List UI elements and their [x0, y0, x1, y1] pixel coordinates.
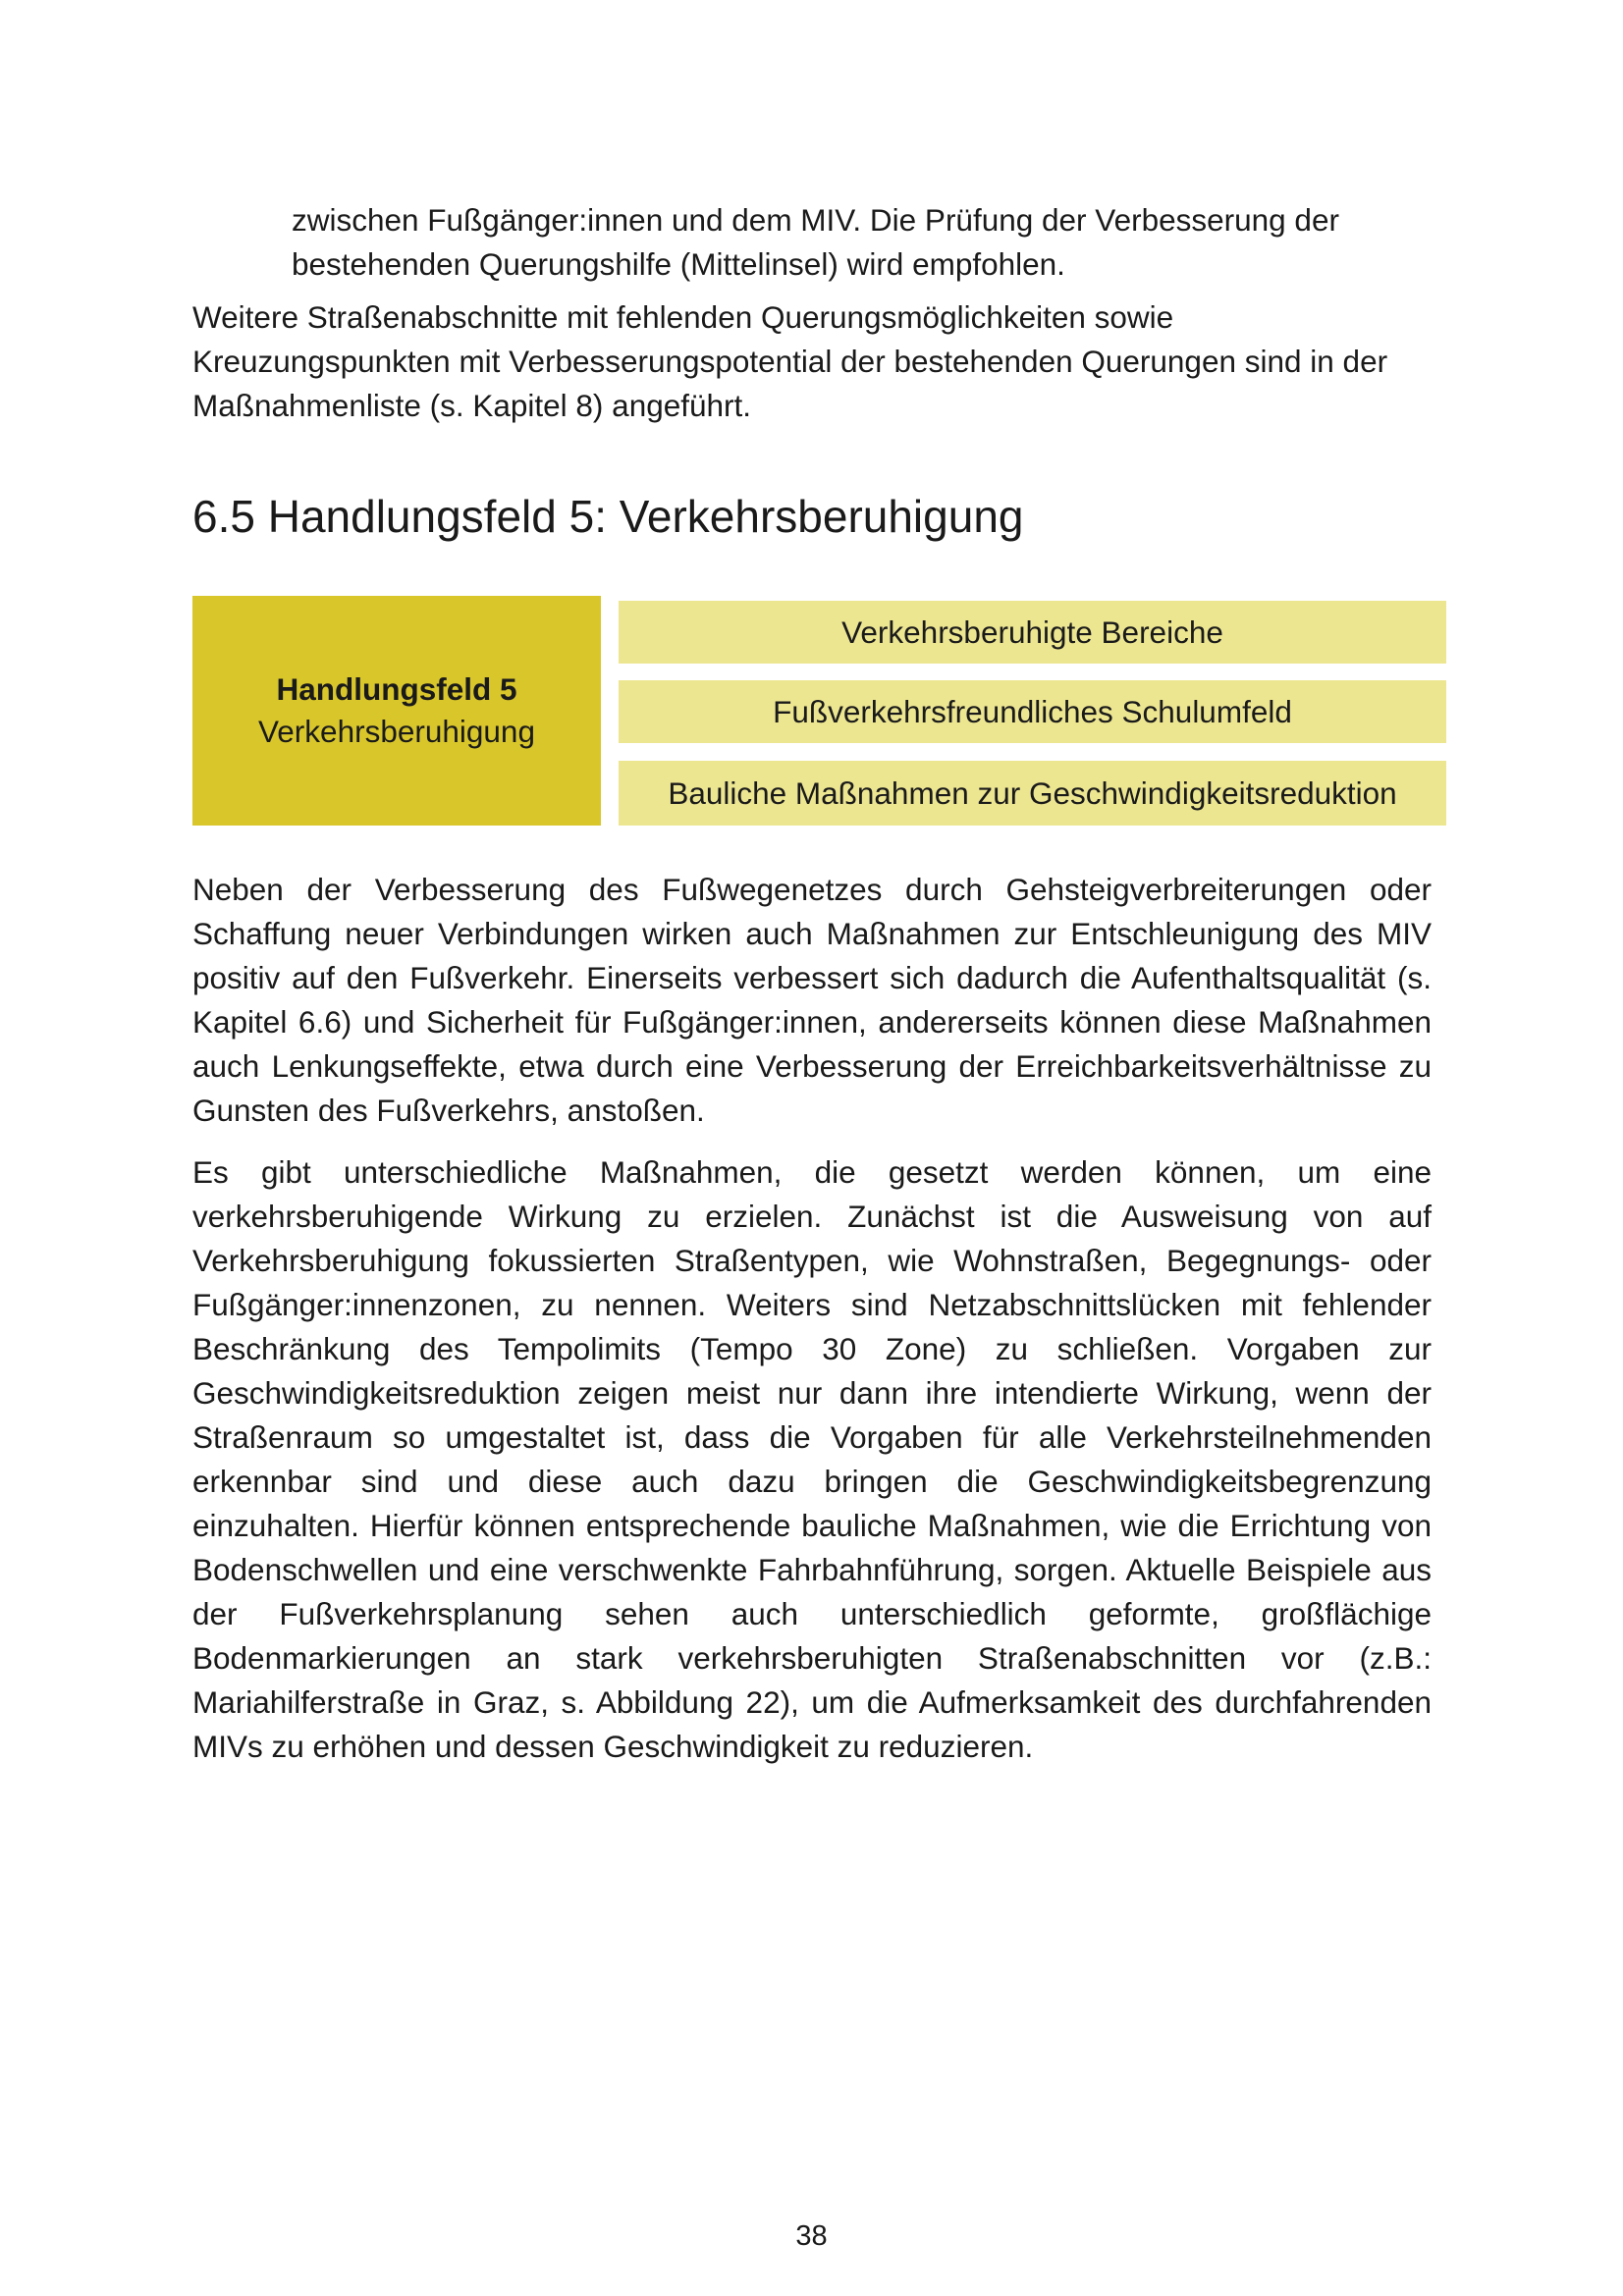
action-field-title: Handlungsfeld 5: [276, 671, 517, 707]
intro-indented-text: zwischen Fußgänger:innen und dem MIV. Die Prüfung der Verbesserung der bestehenden Querungshilfe (Mittelinsel) wird empfohlen.: [292, 202, 1339, 282]
measure-item-speed-reduction: Bauliche Maßnahmen zur Geschwindigkeitsreduktion: [619, 761, 1446, 826]
body-paragraph-1: Neben der Verbesserung des Fußwegenetzes durch Gehsteigverbreiterungen oder Schaffung neuer Verbindungen wirken auch Maßnahmen zur Entschleunigung des MIV positiv auf den Fußverkehr. Einerseits verbessert sich dadurch die Aufenthaltsqualität (s. Kapitel 6.6) und Sicherheit für Fußgänger:innen, andererseits können diese Maßnahmen auch Lenkungseffekte, etwa durch eine Verbesserung der Erreichbarkeitsverhältnisse zu Gunsten des Fußverkehrs, anstoßen.: [192, 872, 1432, 1128]
measure-item-traffic-calmed-areas: Verkehrsberuhigte Bereiche: [619, 601, 1446, 664]
action-field-box: [192, 596, 601, 826]
page-number: 38: [795, 2220, 828, 2252]
measure-item-school-environment: Fußverkehrsfreundliches Schulumfeld: [619, 680, 1446, 743]
section-heading: 6.5 Handlungsfeld 5: Verkehrsberuhigung: [192, 491, 1024, 542]
intro-paragraph: Weitere Straßenabschnitte mit fehlenden Querungsmöglichkeiten sowie Kreuzungspunkten mit Verbesserungspotential der bestehenden Querungen sind in der Maßnahmenliste (s. Kapitel 8) angeführt.: [192, 299, 1388, 423]
action-field-subtitle: Verkehrsberuhigung: [258, 714, 535, 749]
body-paragraph-2: Es gibt unterschiedliche Maßnahmen, die gesetzt werden können, um eine verkehrsberuhigende Wirkung zu erzielen. Zunächst ist die Ausweisung von auf Verkehrsberuhigung fokussierten Straßentypen, wie Wohnstraßen, Begegnungs- oder Fußgänger:innenzonen, zu nennen. Weiters sind Netzabschnittslücken mit fehlender Beschränkung des Tempolimits (Tempo 30 Zone) zu schließen. Vorgaben zur Geschwindigkeitsreduktion zeigen meist nur dann ihre intendierte Wirkung, wenn der Straßenraum so umgestaltet ist, dass die Vorgaben für alle Verkehrsteilnehmenden erkennbar sind und diese auch dazu bringen die Geschwindigkeitsbegrenzung einzuhalten. Hierfür können entsprechende bauliche Maßnahmen, wie die Errichtung von Bodenschwellen und eine verschwenkte Fahrbahnführung, sorgen. Aktuelle Beispiele aus der Fußverkehrsplanung sehen auch unterschiedlich geformte, großflächige Bodenmarkierungen an stark verkehrsberuhigten Straßenabschnitten vor (z.B.: Mariahilferstraße in Graz, s. Abbildung 22), um die Aufmerksamkeit des durchfahrenden MIVs zu erhöhen und dessen Geschwindigkeit zu reduzieren.: [192, 1154, 1432, 1764]
